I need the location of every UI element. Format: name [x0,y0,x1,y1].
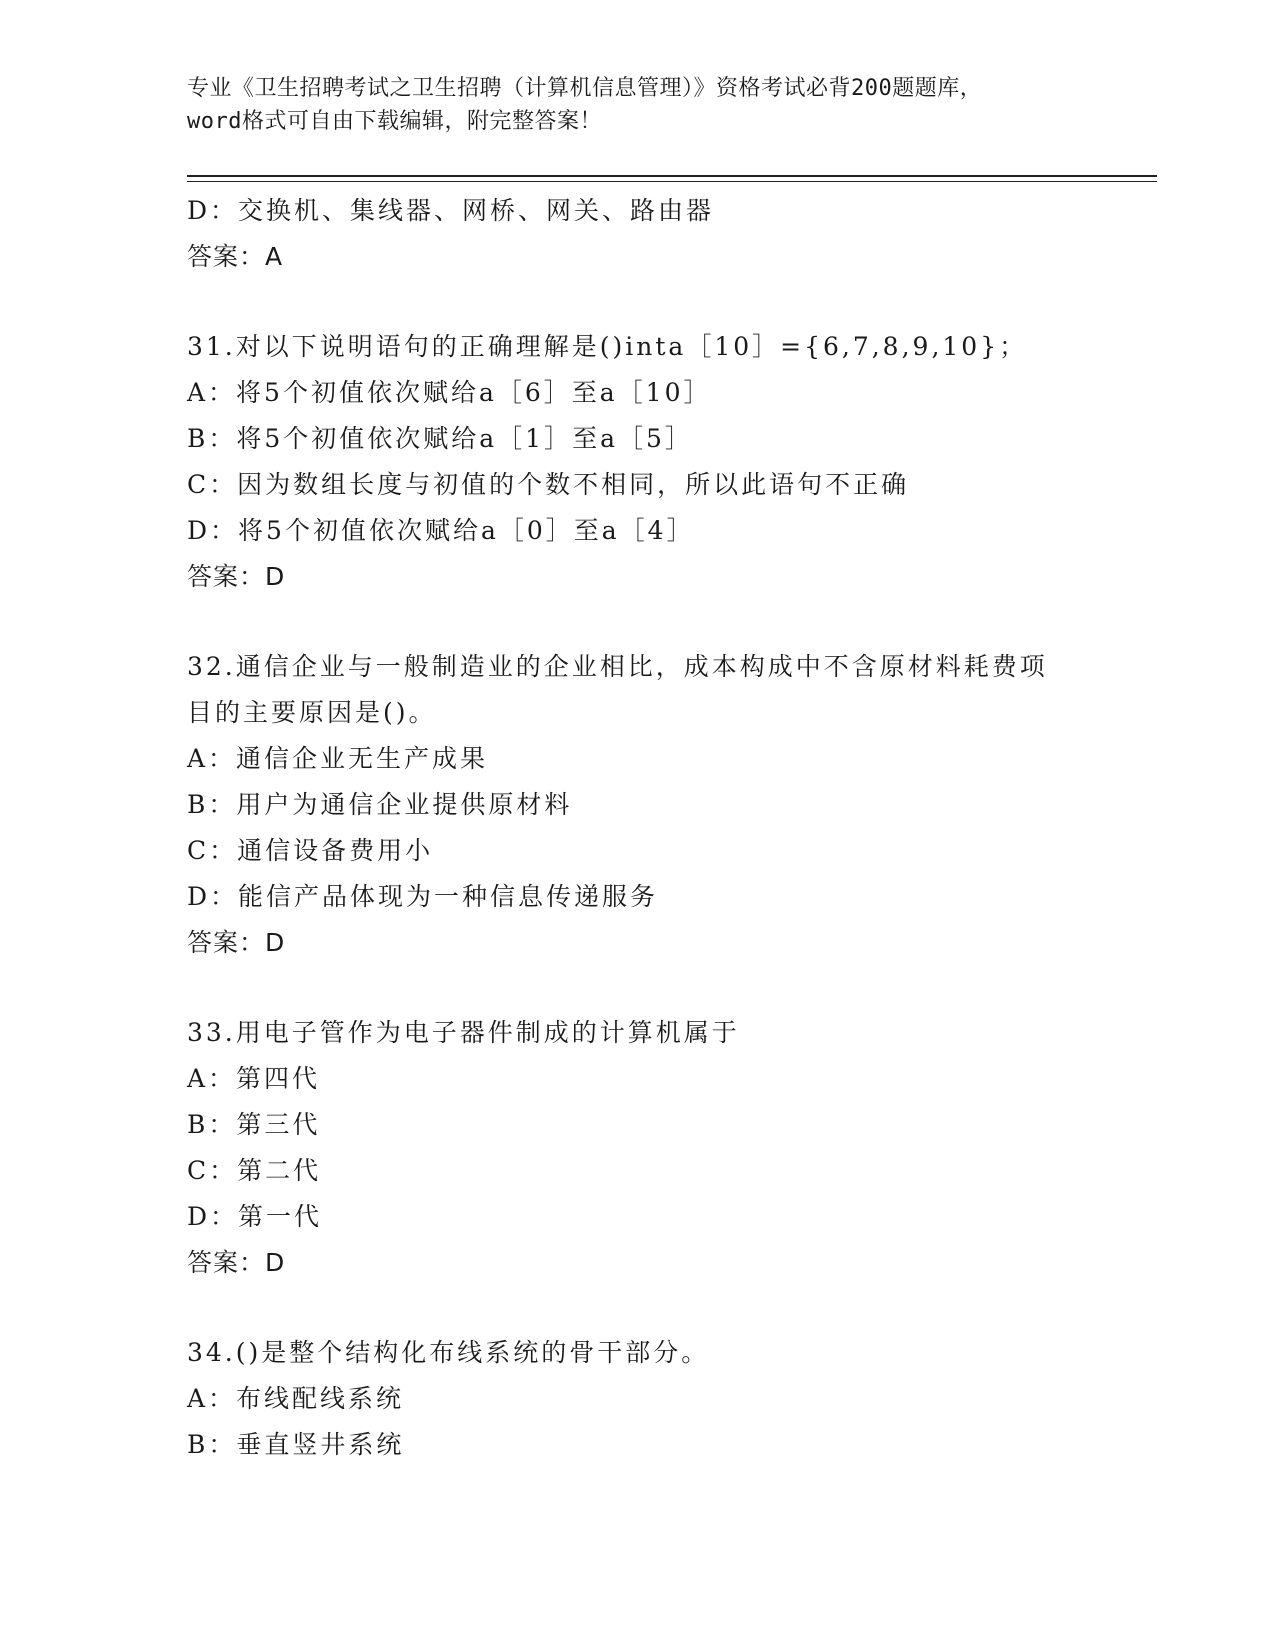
option-a: A：通信企业无生产成果 [187,744,489,773]
option-d: D：将5个初值依次赋给a［0］至a［4］ [187,516,695,545]
option-a: A：布线配线系统 [187,1384,405,1413]
header-rule-top [187,175,1157,177]
answer-line: 答案：D [187,1248,286,1277]
previous-question-tail [187,188,1187,280]
option-c: C：通信设备费用小 [187,836,434,865]
question-33 [187,1010,1187,1286]
option-d: D：第一代 [187,1202,323,1231]
question-text-continued: 目的主要原因是()。 [187,698,437,727]
option-b: B：垂直竖井系统 [187,1430,405,1459]
header-rule-bottom [187,181,1157,182]
header-line-2: word格式可自由下载编辑，附完整答案！ [187,109,602,134]
document-header [187,72,1087,138]
answer-line: 答案：A [187,242,284,271]
question-list [187,188,1187,1468]
option-a: A：第四代 [187,1064,321,1093]
question-31 [187,324,1187,600]
question-text: 33.用电子管作为电子器件制成的计算机属于 [187,1018,740,1047]
option-b: B：第三代 [187,1110,321,1139]
option-d: D：交换机、集线器、网桥、网关、路由器 [187,196,715,225]
answer-line: 答案：D [187,562,286,591]
answer-line: 答案：D [187,928,286,957]
option-c: C：因为数组长度与初值的个数不相同，所以此语句不正确 [187,470,910,499]
question-32 [187,644,1187,966]
option-b: B：将5个初值依次赋给a［1］至a［5］ [187,424,693,453]
header-line-1: 专业《卫生招聘考试之卫生招聘（计算机信息管理）》资格考试必背200题题库， [187,76,983,101]
option-b: B：用户为通信企业提供原材料 [187,790,573,819]
question-34 [187,1330,1187,1468]
question-text: 32.通信企业与一般制造业的企业相比，成本构成中不含原材料耗费项 [187,652,1048,681]
question-text: 31.对以下说明语句的正确理解是()inta［10］={6,7,8,9,10}； [187,332,1028,361]
option-d: D：能信产品体现为一种信息传递服务 [187,882,659,911]
option-c: C：第二代 [187,1156,322,1185]
question-text: 34.()是整个结构化布线系统的骨干部分。 [187,1338,710,1367]
option-a: A：将5个初值依次赋给a［6］至a［10］ [187,378,712,407]
